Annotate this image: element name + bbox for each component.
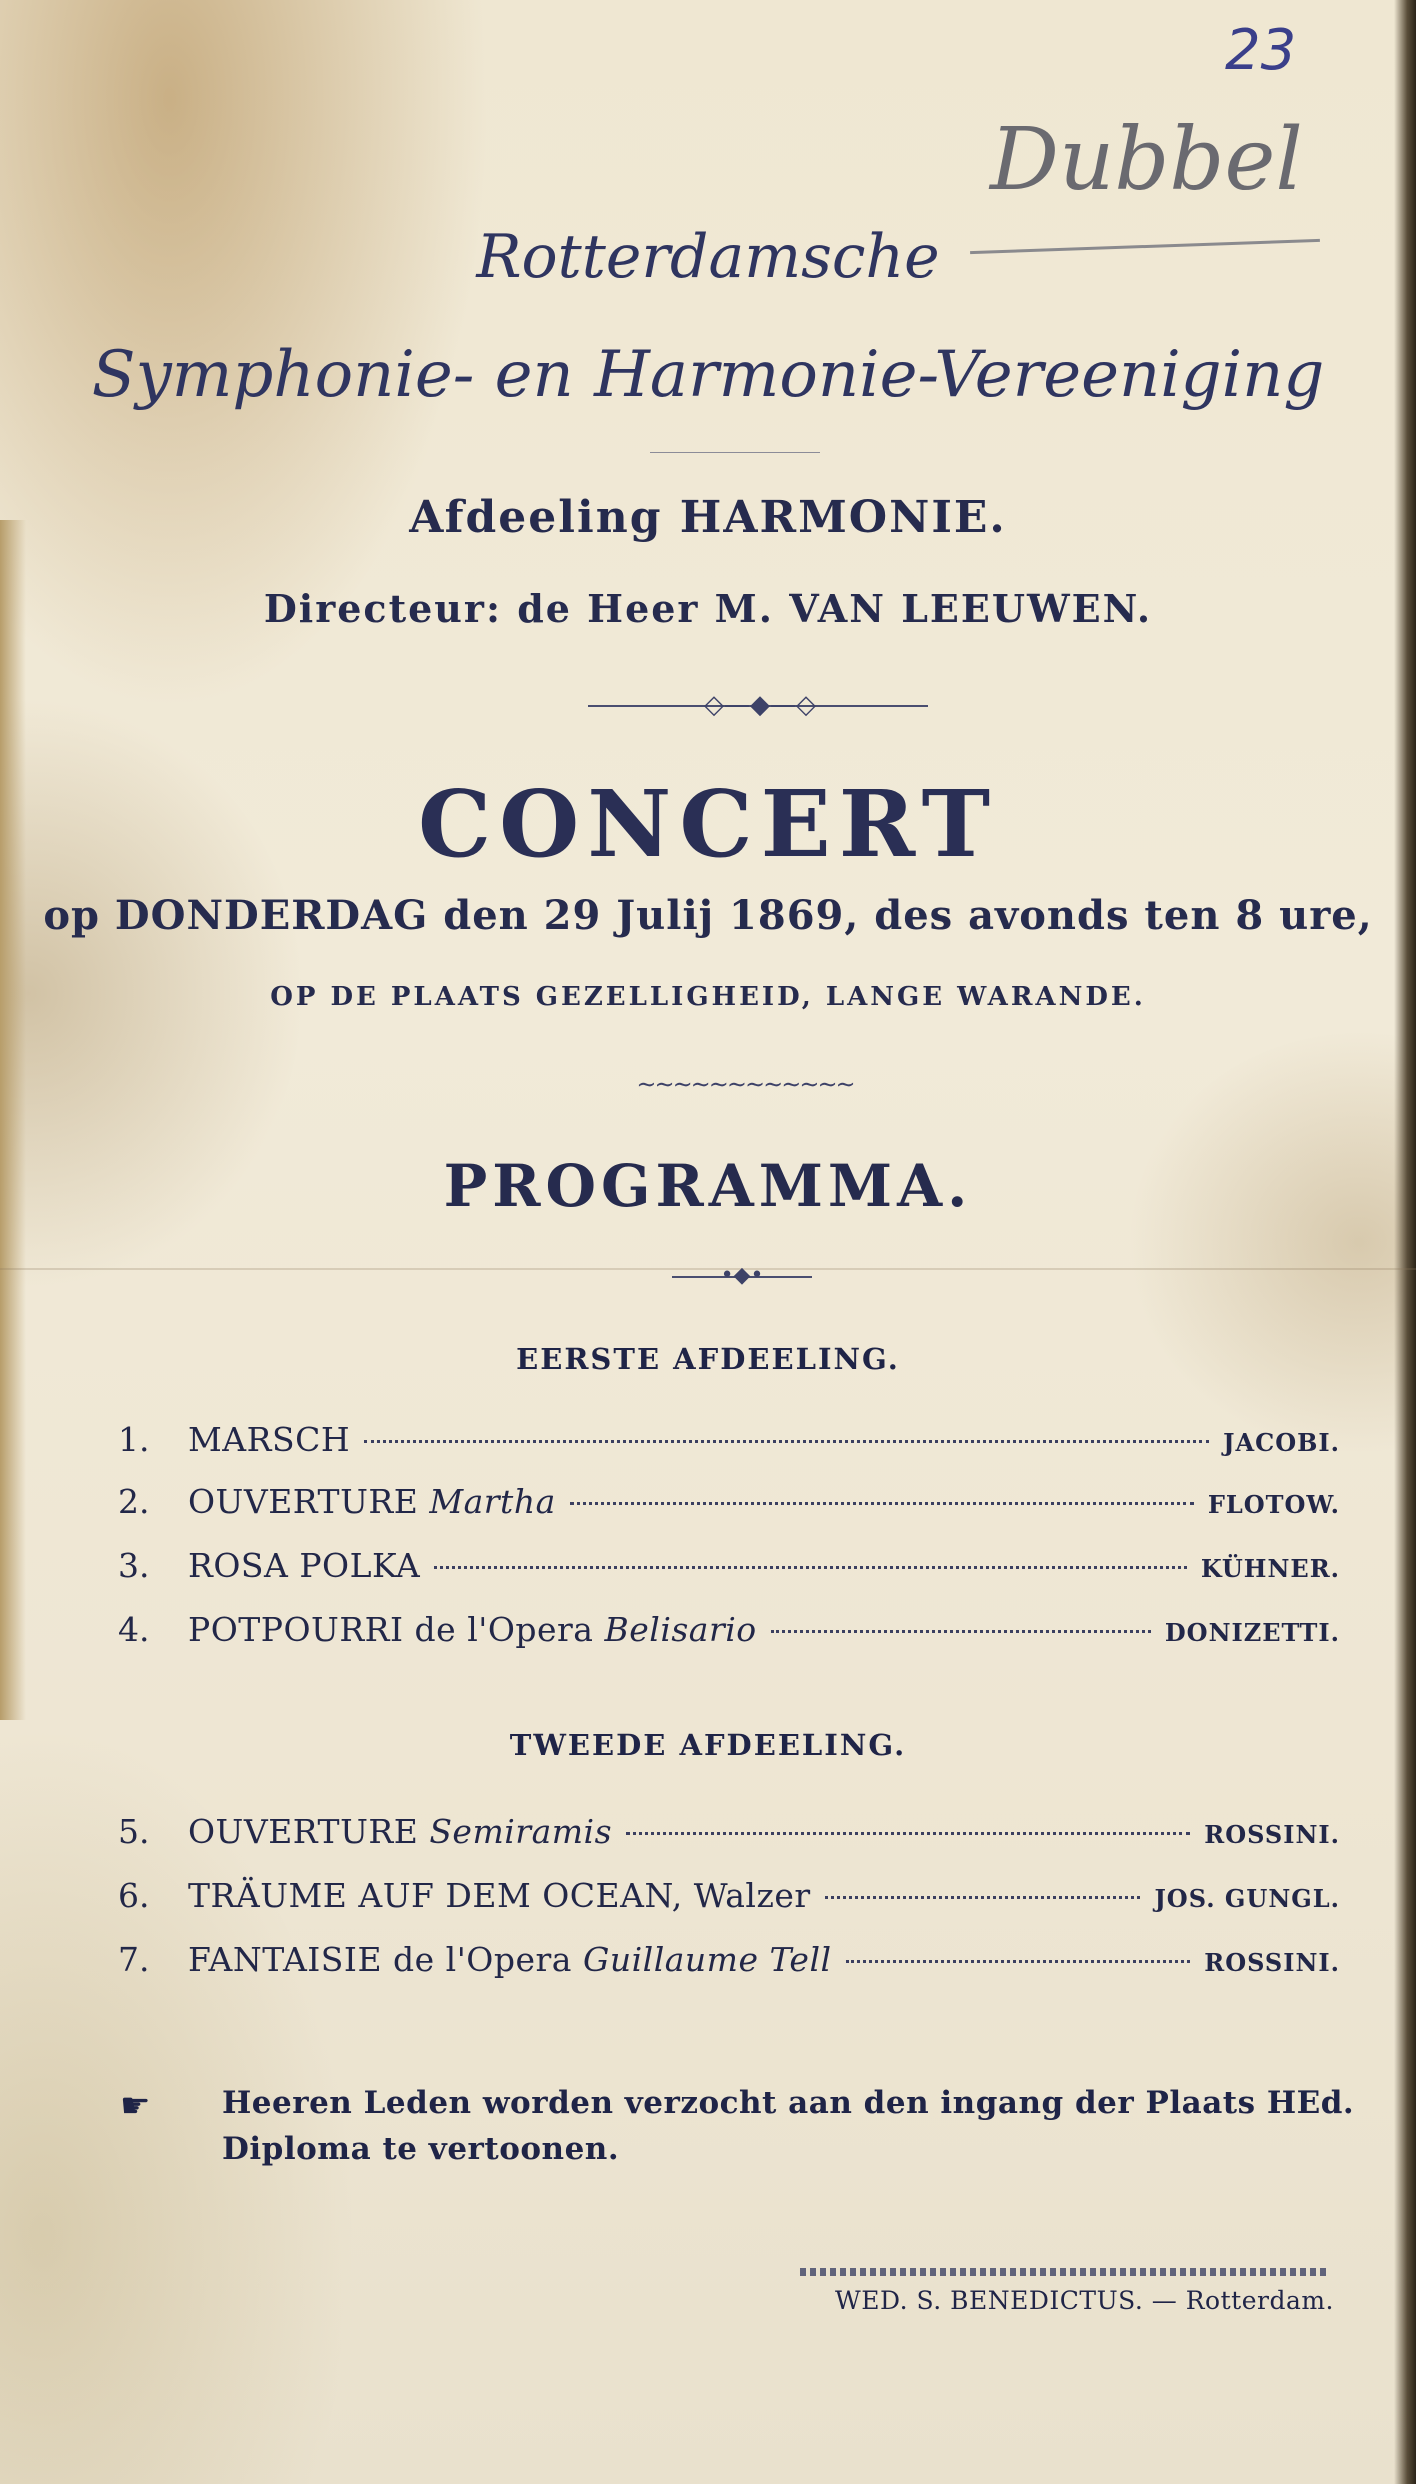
item-number: 5. bbox=[118, 1812, 150, 1851]
notice-line1: Heeren Leden worden verzocht aan den ingang der Plaats HEd. bbox=[222, 2085, 1355, 2121]
leader-dots bbox=[434, 1566, 1187, 1569]
programme-item bbox=[118, 1610, 1340, 1654]
society-name-line2: Symphonie- en Harmonie-Vereeniging bbox=[91, 338, 1325, 412]
director-line: Directeur: de Heer M. VAN LEEUWEN. bbox=[263, 586, 1153, 631]
item-number: 4. bbox=[118, 1610, 150, 1649]
concert-title: CONCERT bbox=[417, 770, 999, 878]
leader-dots bbox=[846, 1960, 1191, 1963]
part1-heading: EERSTE AFDEELING. bbox=[516, 1342, 900, 1376]
item-number: 7. bbox=[118, 1940, 150, 1979]
society-name-line1: Rotterdamsche bbox=[476, 222, 940, 292]
programme-item bbox=[118, 1482, 1340, 1526]
leader-dots bbox=[825, 1896, 1141, 1899]
item-title: MARSCH bbox=[188, 1420, 351, 1459]
section-heading: Afdeeling HARMONIE. bbox=[409, 492, 1007, 543]
programme-item bbox=[118, 1812, 1340, 1856]
programme-title: PROGRAMMA. bbox=[443, 1152, 973, 1220]
concert-venue: OP DE PLAATS GEZELLIGHEID, LANGE WARANDE. bbox=[270, 982, 1146, 1012]
ornament-diamond: ◇—◆—◇ bbox=[704, 690, 816, 720]
item-title: TRÄUME AUF DEM OCEAN, Walzer bbox=[188, 1876, 811, 1915]
programme-item bbox=[118, 1420, 1340, 1464]
leader-dots bbox=[364, 1440, 1209, 1443]
printer-imprint: WED. S. BENEDICTUS. — Rotterdam. bbox=[835, 2286, 1335, 2315]
item-title: OUVERTURE Semiramis bbox=[188, 1812, 613, 1851]
ornament-dots: •◆• bbox=[720, 1263, 764, 1288]
pointing-hand-icon: ☛ bbox=[120, 2086, 151, 2126]
paper-fold-line bbox=[0, 1268, 1416, 1270]
notice-line2: Diploma te vertoonen. bbox=[222, 2131, 620, 2167]
member-notice bbox=[222, 2080, 1354, 2172]
paper-stain-left bbox=[0, 520, 26, 1720]
item-composer: KÜHNER. bbox=[1200, 1554, 1340, 1583]
pencil-note: Dubbel bbox=[990, 110, 1303, 210]
part2-heading: TWEEDE AFDEELING. bbox=[509, 1728, 907, 1762]
item-composer: ROSSINI. bbox=[1204, 1948, 1340, 1977]
item-title: ROSA POLKA bbox=[188, 1546, 421, 1585]
programme-item bbox=[118, 1546, 1340, 1590]
header-divider bbox=[650, 452, 820, 453]
wave-ornament: ∼∼∼∼∼∼∼∼∼∼∼∼ bbox=[636, 1070, 854, 1098]
item-title: OUVERTURE Martha bbox=[188, 1482, 556, 1521]
printer-rule bbox=[800, 2268, 1330, 2276]
programme-item bbox=[118, 1940, 1340, 1984]
item-number: 2. bbox=[118, 1482, 150, 1521]
leader-dots bbox=[626, 1832, 1190, 1835]
item-composer: DONIZETTI. bbox=[1164, 1618, 1340, 1647]
item-composer: ROSSINI. bbox=[1204, 1820, 1340, 1849]
item-title: FANTAISIE de l'Opera Guillaume Tell bbox=[188, 1940, 832, 1979]
concert-date-line: op DONDERDAG den 29 Julij 1869, des avonds ten 8 ure, bbox=[43, 892, 1373, 939]
item-composer: JACOBI. bbox=[1223, 1428, 1340, 1457]
item-number: 3. bbox=[118, 1546, 150, 1585]
item-number: 6. bbox=[118, 1876, 150, 1915]
item-composer: JOS. GUNGL. bbox=[1154, 1884, 1340, 1913]
leader-dots bbox=[771, 1630, 1151, 1633]
item-composer: FLOTOW. bbox=[1207, 1490, 1340, 1519]
leader-dots bbox=[570, 1502, 1194, 1505]
item-number: 1. bbox=[118, 1420, 150, 1459]
programme-item bbox=[118, 1876, 1340, 1920]
handwritten-page-number: 23 bbox=[1225, 18, 1297, 83]
item-title: POTPOURRI de l'Opera Belisario bbox=[188, 1610, 757, 1649]
